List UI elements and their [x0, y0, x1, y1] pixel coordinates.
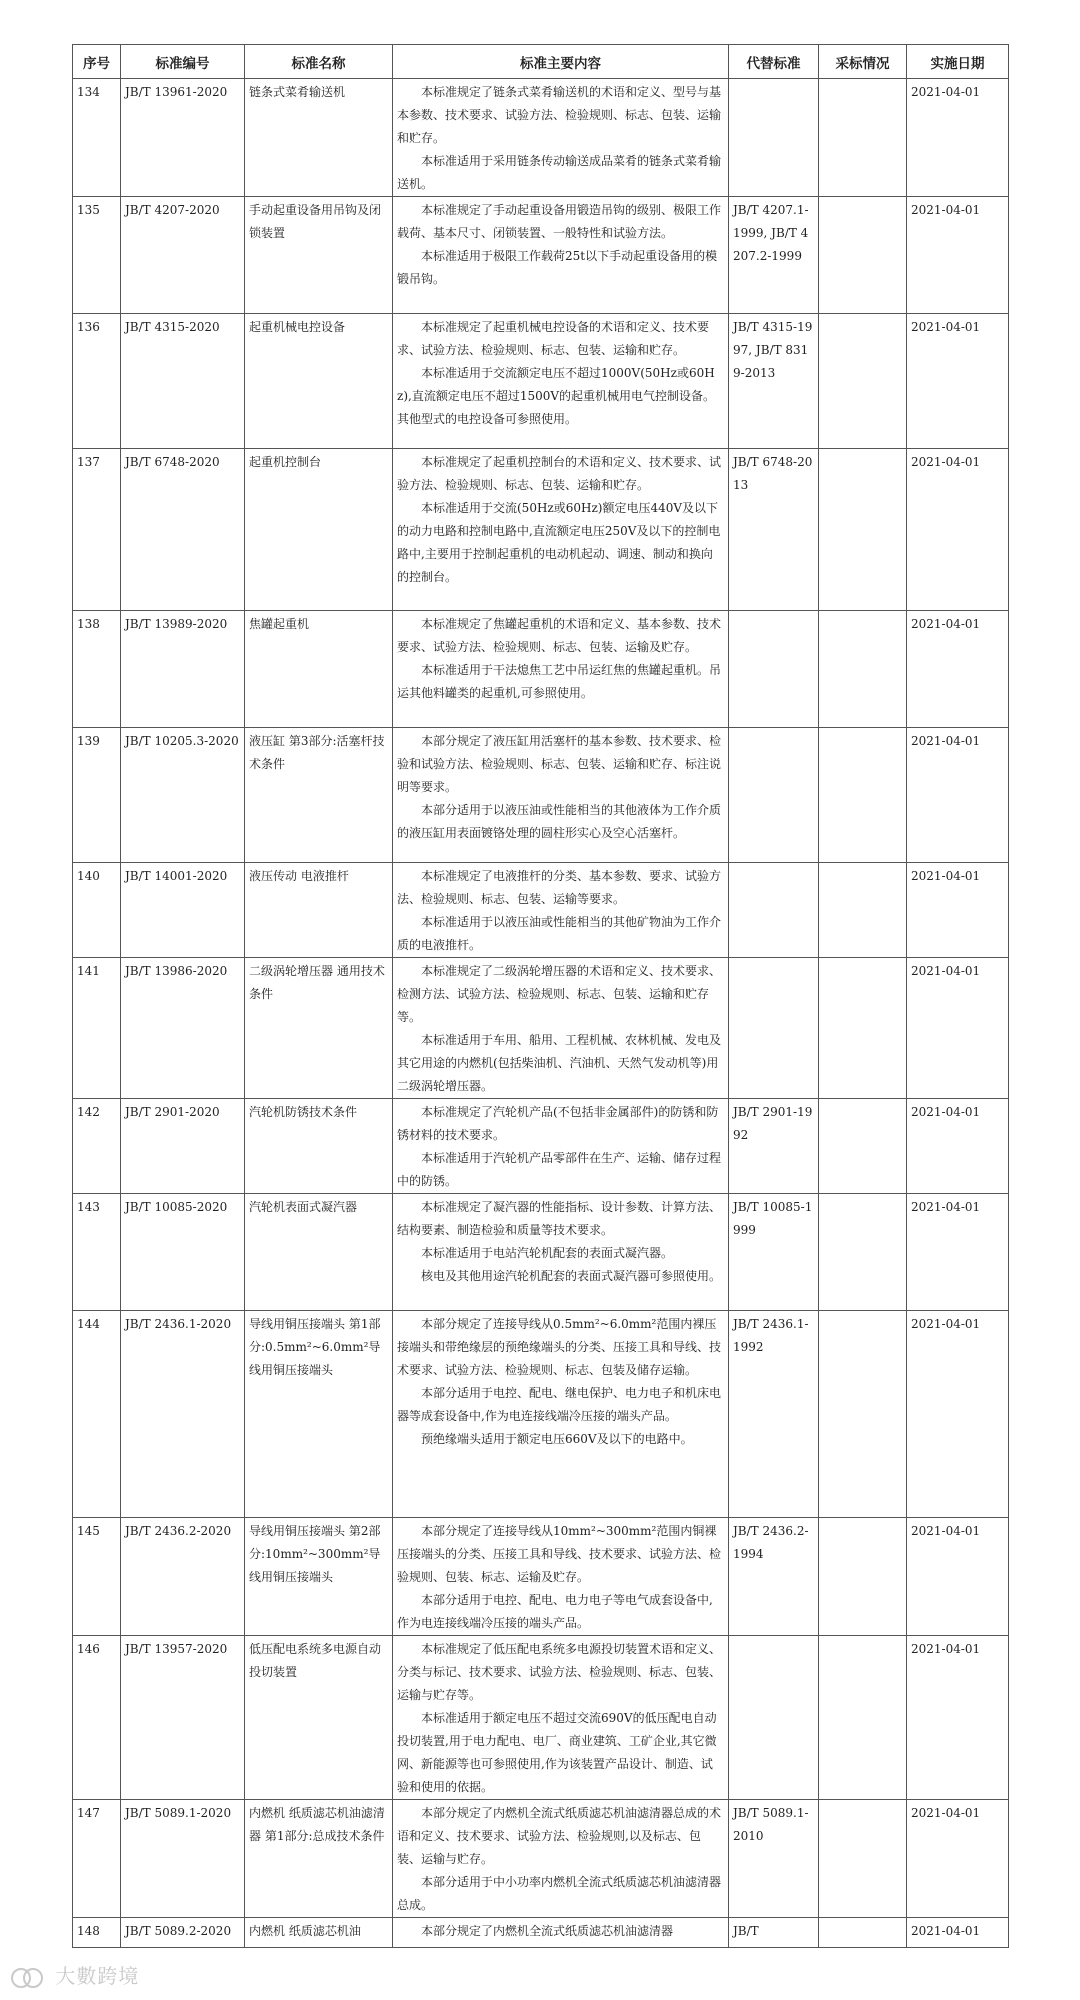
cell-replaces: JB/T 2436.1-1992: [729, 1311, 819, 1518]
content-paragraph: 本标准规定了低压配电系统多电源投切装置术语和定义、分类与标记、技术要求、试验方法、检验规则、标志、包装、运输与贮存等。: [397, 1642, 722, 1702]
cell-content: [393, 449, 729, 611]
cell-code: JB/T 13986-2020: [121, 958, 245, 1099]
cell-code: JB/T 14001-2020: [121, 863, 245, 958]
header-replaces: 代替标准: [729, 45, 819, 79]
cell-adoption: [819, 1518, 907, 1636]
content-paragraph: 本部分规定了连接导线从10mm²~300mm²范围内铜裸压接端头的分类、压接工具和导线、技术要求、试验方法、检验规则、包装、标志、运输及贮存。: [397, 1524, 722, 1584]
table-row: [73, 958, 1009, 1099]
cell-date: 2021-04-01: [907, 1800, 1009, 1918]
cell-date: 2021-04-01: [907, 1918, 1009, 1948]
cell-date: 2021-04-01: [907, 1311, 1009, 1518]
header-date: 实施日期: [907, 45, 1009, 79]
cell-content: [393, 728, 729, 863]
cell-adoption: [819, 863, 907, 958]
cell-adoption: [819, 1099, 907, 1194]
cell-date: 2021-04-01: [907, 863, 1009, 958]
table-row: [73, 1800, 1009, 1918]
table-row: [73, 197, 1009, 314]
table-row: [73, 611, 1009, 728]
cell-name: 汽轮机防锈技术条件: [245, 1099, 393, 1194]
cell-replaces: JB/T 4315-1997, JB/T 8319-2013: [729, 314, 819, 449]
content-paragraph: 本标准适用于车用、船用、工程机械、农林机械、发电及其它用途的内燃机(包括柴油机、汽油机、天然气发动机等)用二级涡轮增压器。: [397, 1033, 722, 1093]
cell-no: 139: [73, 728, 121, 863]
cell-date: 2021-04-01: [907, 79, 1009, 197]
cell-name: 液压传动 电液推杆: [245, 863, 393, 958]
cell-content: [393, 79, 729, 197]
cell-replaces: JB/T 5089.1-2010: [729, 1800, 819, 1918]
cell-adoption: [819, 1636, 907, 1800]
cell-replaces: JB/T 6748-2013: [729, 449, 819, 611]
cell-replaces: JB/T: [729, 1918, 819, 1948]
cell-no: 142: [73, 1099, 121, 1194]
cell-content: [393, 958, 729, 1099]
cell-date: 2021-04-01: [907, 449, 1009, 611]
cell-name: 起重机械电控设备: [245, 314, 393, 449]
cell-code: JB/T 6748-2020: [121, 449, 245, 611]
cell-code: JB/T 2436.2-2020: [121, 1518, 245, 1636]
cell-no: 145: [73, 1518, 121, 1636]
cell-adoption: [819, 314, 907, 449]
cell-adoption: [819, 197, 907, 314]
cell-name: 手动起重设备用吊钩及闭锁装置: [245, 197, 393, 314]
cell-replaces: JB/T 2901-1992: [729, 1099, 819, 1194]
content-paragraph: 本标准适用于交流额定电压不超过1000V(50Hz或60Hz),直流额定电压不超过1500V的起重机械用电气控制设备。其他型式的电控设备可参照使用。: [397, 366, 716, 426]
cell-replaces: JB/T 10085-1999: [729, 1194, 819, 1311]
content-paragraph: 本部分规定了内燃机全流式纸质滤芯机油滤清器总成的术语和定义、技术要求、试验方法、检验规则,以及标志、包装、运输与贮存。: [397, 1806, 722, 1866]
cell-name: 导线用铜压接端头 第1部分:0.5mm²~6.0mm²导线用铜压接端头: [245, 1311, 393, 1518]
cell-adoption: [819, 958, 907, 1099]
table-row: [73, 1311, 1009, 1518]
content-paragraph: 本标准规定了起重机控制台的术语和定义、技术要求、试验方法、检验规则、标志、包装、运输和贮存。: [397, 455, 722, 492]
table-header-row: [73, 45, 1009, 79]
header-name: 标准名称: [245, 45, 393, 79]
watermark-text: 大數跨境: [55, 1964, 140, 1988]
header-code: 标准编号: [121, 45, 245, 79]
cell-replaces: [729, 958, 819, 1099]
cell-date: 2021-04-01: [907, 958, 1009, 1099]
content-paragraph: 本标准规定了起重机械电控设备的术语和定义、技术要求、试验方法、检验规则、标志、包装、运输和贮存。: [397, 320, 710, 357]
cell-content: [393, 1518, 729, 1636]
content-paragraph: 本标准规定了汽轮机产品(不包括非金属部件)的防锈和防锈材料的技术要求。: [397, 1105, 719, 1142]
table-row: [73, 1636, 1009, 1800]
content-paragraph: 本标准适用于汽轮机产品零部件在生产、运输、储存过程中的防锈。: [397, 1151, 722, 1188]
cell-no: 138: [73, 611, 121, 728]
cell-adoption: [819, 611, 907, 728]
cell-content: [393, 1800, 729, 1918]
content-paragraph: 本标准规定了凝汽器的性能指标、设计参数、计算方法、结构要素、制造检验和质量等技术要求。: [397, 1200, 722, 1237]
content-paragraph: 本部分适用于电控、配电、电力电子等电气成套设备中,作为电连接线端冷压接的端头产品。: [397, 1593, 713, 1630]
content-paragraph: 本标准规定了电液推杆的分类、基本参数、要求、试验方法、检验规则、标志、包装、运输等要求。: [397, 869, 722, 906]
cell-name: 低压配电系统多电源自动投切装置: [245, 1636, 393, 1800]
content-paragraph: 本部分规定了内燃机全流式纸质滤芯机油滤清器: [421, 1924, 674, 1938]
cell-no: 137: [73, 449, 121, 611]
cell-replaces: JB/T 2436.2-1994: [729, 1518, 819, 1636]
content-paragraph: 本标准规定了二级涡轮增压器的术语和定义、技术要求、检测方法、试验方法、检验规则、标志、包装、运输和贮存等。: [397, 964, 722, 1024]
cell-code: JB/T 4315-2020: [121, 314, 245, 449]
table-row: [73, 449, 1009, 611]
cell-name: 内燃机 纸质滤芯机油滤清器 第1部分:总成技术条件: [245, 1800, 393, 1918]
cell-code: JB/T 13989-2020: [121, 611, 245, 728]
cell-content: [393, 611, 729, 728]
cell-date: 2021-04-01: [907, 314, 1009, 449]
cell-code: JB/T 5089.2-2020: [121, 1918, 245, 1948]
cell-name: 二级涡轮增压器 通用技术条件: [245, 958, 393, 1099]
cell-replaces: [729, 611, 819, 728]
cell-code: JB/T 2436.1-2020: [121, 1311, 245, 1518]
content-paragraph: 本标准适用于采用链条传动输送成品菜肴的链条式菜肴输送机。: [397, 154, 722, 191]
standards-table: [72, 44, 1009, 1948]
cell-no: 140: [73, 863, 121, 958]
cell-content: [393, 314, 729, 449]
cell-date: 2021-04-01: [907, 728, 1009, 863]
table-row: [73, 1918, 1009, 1948]
cell-content: [393, 1311, 729, 1518]
cell-replaces: [729, 728, 819, 863]
cell-name: 汽轮机表面式凝汽器: [245, 1194, 393, 1311]
cell-name: 导线用铜压接端头 第2部分:10mm²~300mm²导线用铜压接端头: [245, 1518, 393, 1636]
header-no: 序号: [73, 45, 121, 79]
content-paragraph: 预绝缘端头适用于额定电压660V及以下的电路中。: [421, 1432, 693, 1446]
cell-date: 2021-04-01: [907, 1636, 1009, 1800]
content-paragraph: 本标准规定了链条式菜肴输送机的术语和定义、型号与基本参数、技术要求、试验方法、检验规则、标志、包装、运输和贮存。: [397, 85, 722, 145]
k2-logo-icon: [10, 1967, 44, 1989]
cell-content: [393, 1194, 729, 1311]
table-row: [73, 1518, 1009, 1636]
cell-no: 146: [73, 1636, 121, 1800]
cell-code: JB/T 13957-2020: [121, 1636, 245, 1800]
cell-code: JB/T 13961-2020: [121, 79, 245, 197]
cell-no: 134: [73, 79, 121, 197]
cell-name: 焦罐起重机: [245, 611, 393, 728]
content-paragraph: 本部分适用于中小功率内燃机全流式纸质滤芯机油滤清器总成。: [397, 1875, 722, 1912]
cell-code: JB/T 2901-2020: [121, 1099, 245, 1194]
cell-adoption: [819, 449, 907, 611]
cell-replaces: JB/T 4207.1-1999, JB/T 4207.2-1999: [729, 197, 819, 314]
cell-replaces: [729, 1636, 819, 1800]
table-row: [73, 314, 1009, 449]
content-paragraph: 本标准适用于以液压油或性能相当的其他矿物油为工作介质的电液推杆。: [397, 915, 722, 952]
cell-code: JB/T 4207-2020: [121, 197, 245, 314]
cell-code: JB/T 5089.1-2020: [121, 1800, 245, 1918]
cell-code: JB/T 10085-2020: [121, 1194, 245, 1311]
content-paragraph: 本标准规定了焦罐起重机的术语和定义、基本参数、技术要求、试验方法、检验规则、标志、包装、运输及贮存。: [397, 617, 722, 654]
content-paragraph: 本标准适用于干法熄焦工艺中吊运红焦的焦罐起重机。吊运其他料罐类的起重机,可参照使用。: [397, 663, 722, 700]
cell-no: 141: [73, 958, 121, 1099]
cell-no: 148: [73, 1918, 121, 1948]
content-paragraph: 本标准适用于额定电压不超过交流690V的低压配电自动投切装置,用于电力配电、电厂、商业建筑、工矿企业,其它微网、新能源等也可参照使用,作为该装置产品设计、制造、试验和使用的依据。: [397, 1711, 717, 1794]
cell-no: 143: [73, 1194, 121, 1311]
cell-name: 起重机控制台: [245, 449, 393, 611]
cell-adoption: [819, 1918, 907, 1948]
content-paragraph: 本标准适用于电站汽轮机配套的表面式凝汽器。: [421, 1246, 674, 1260]
cell-adoption: [819, 728, 907, 863]
cell-name: 链条式菜肴输送机: [245, 79, 393, 197]
content-paragraph: 本标准适用于交流(50Hz或60Hz)额定电压440V及以下的动力电路和控制电路中,直流额定电压250V及以下的控制电路中,主要用于控制起重机的电动机起动、调速、制动和换向的控制台。: [397, 501, 721, 584]
content-paragraph: 本标准规定了手动起重设备用锻造吊钩的级别、极限工作载荷、基本尺寸、闭锁装置、一般特性和试验方法。: [397, 203, 722, 240]
content-paragraph: 本部分适用于电控、配电、继电保护、电力电子和机床电器等成套设备中,作为电连接线端冷压接的端头产品。: [397, 1386, 722, 1423]
cell-no: 136: [73, 314, 121, 449]
content-paragraph: 本部分规定了连接导线从0.5mm²~6.0mm²范围内裸压接端头和带绝缘层的预绝缘端头的分类、压接工具和导线、技术要求、试验方法、检验规则、标志、包装及储存运输。: [397, 1317, 722, 1377]
cell-name: 内燃机 纸质滤芯机油: [245, 1918, 393, 1948]
cell-adoption: [819, 1800, 907, 1918]
content-paragraph: 核电及其他用途汽轮机配套的表面式凝汽器可参照使用。: [421, 1269, 722, 1283]
table-row: [73, 1194, 1009, 1311]
cell-adoption: [819, 79, 907, 197]
table-row: [73, 728, 1009, 863]
cell-content: [393, 1099, 729, 1194]
cell-name: 液压缸 第3部分:活塞杆技术条件: [245, 728, 393, 863]
cell-content: [393, 863, 729, 958]
cell-content: [393, 1636, 729, 1800]
content-paragraph: 本标准适用于极限工作载荷25t以下手动起重设备用的模锻吊钩。: [397, 249, 718, 286]
table-row: [73, 79, 1009, 197]
cell-date: 2021-04-01: [907, 611, 1009, 728]
cell-replaces: [729, 79, 819, 197]
cell-date: 2021-04-01: [907, 1518, 1009, 1636]
header-adoption: 采标情况: [819, 45, 907, 79]
table-row: [73, 1099, 1009, 1194]
cell-replaces: [729, 863, 819, 958]
cell-date: 2021-04-01: [907, 197, 1009, 314]
content-paragraph: 本部分规定了液压缸用活塞杆的基本参数、技术要求、检验和试验方法、检验规则、标志、包装、运输和贮存、标注说明等要求。: [397, 734, 722, 794]
cell-no: 147: [73, 1800, 121, 1918]
cell-no: 135: [73, 197, 121, 314]
cell-no: 144: [73, 1311, 121, 1518]
cell-content: [393, 1918, 729, 1948]
table-row: [73, 863, 1009, 958]
cell-adoption: [819, 1311, 907, 1518]
watermark: [10, 1960, 139, 1989]
cell-content: [393, 197, 729, 314]
cell-code: JB/T 10205.3-2020: [121, 728, 245, 863]
cell-date: 2021-04-01: [907, 1099, 1009, 1194]
content-paragraph: 本部分适用于以液压油或性能相当的其他液体为工作介质的液压缸用表面镀铬处理的圆柱形实心及空心活塞杆。: [397, 803, 722, 840]
cell-date: 2021-04-01: [907, 1194, 1009, 1311]
cell-adoption: [819, 1194, 907, 1311]
header-content: 标准主要内容: [393, 45, 729, 79]
